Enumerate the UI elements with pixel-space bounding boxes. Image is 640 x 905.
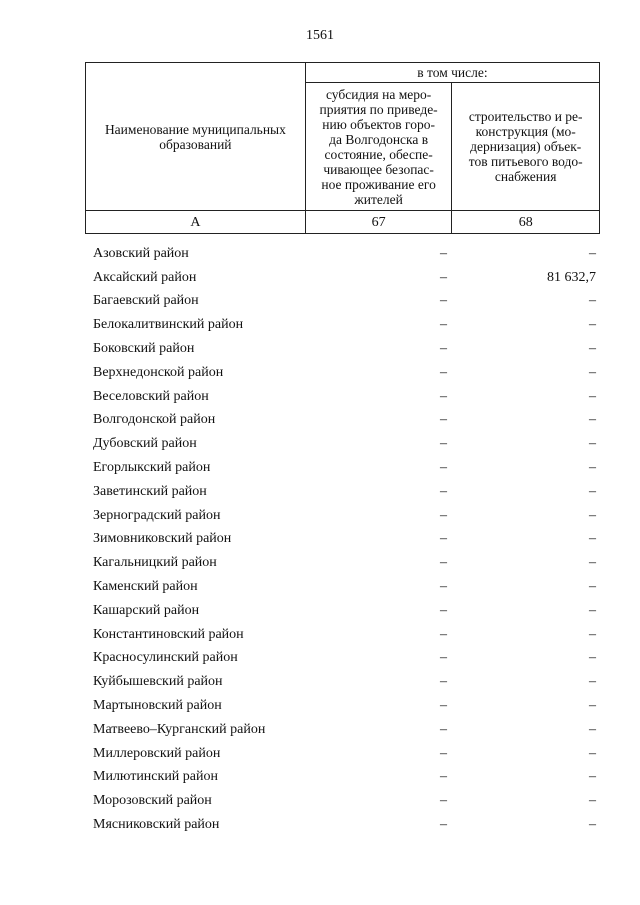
- header-col_a-line: чивающее безопас-: [323, 161, 434, 177]
- value-col-68-cell: –: [589, 364, 596, 380]
- district-name-cell: Каменский район: [93, 579, 198, 595]
- district-name-cell: Егорлыкский район: [93, 460, 211, 476]
- value-col-67-cell: –: [440, 364, 447, 380]
- table-row: [85, 623, 600, 647]
- value-col-68-cell: –: [589, 388, 596, 404]
- value-col-67-cell: –: [440, 745, 447, 761]
- district-name-cell: Морозовский район: [93, 793, 212, 809]
- district-name-cell: Дубовский район: [93, 436, 197, 452]
- value-col-68-cell: –: [589, 245, 596, 261]
- value-col-67-cell: –: [440, 483, 447, 499]
- value-col-68-cell: 81 632,7: [547, 269, 596, 285]
- header-col_b-line: снабжения: [494, 169, 557, 184]
- district-name-cell: Красносулинский район: [93, 650, 238, 666]
- value-col-68-cell: –: [589, 460, 596, 476]
- value-col-68-cell: –: [589, 483, 596, 499]
- value-col-67-cell: –: [440, 674, 447, 690]
- page-number: 1561: [306, 28, 334, 43]
- value-col-67-cell: –: [440, 245, 447, 261]
- table-row: [85, 504, 600, 528]
- table-row: [85, 575, 600, 599]
- header-code-a: 67: [305, 211, 452, 234]
- value-col-67-cell: –: [440, 412, 447, 428]
- header-col_a-line: приятия по приведе-: [319, 101, 438, 117]
- table-row: [85, 694, 600, 718]
- value-col-68-cell: –: [589, 507, 596, 523]
- value-col-67-cell: –: [440, 269, 447, 285]
- table-row: [85, 789, 600, 813]
- value-col-68-cell: –: [589, 579, 596, 595]
- value-col-67-cell: –: [440, 460, 447, 476]
- table-row: [85, 385, 600, 409]
- header-col_a-line: жителей: [354, 191, 403, 207]
- value-col-68-cell: –: [589, 412, 596, 428]
- value-col-67-cell: –: [440, 769, 447, 785]
- header-col_a-line: нию объектов горо-: [322, 116, 435, 132]
- district-name-cell: Заветинский район: [93, 483, 207, 499]
- value-col-68-cell: –: [589, 769, 596, 785]
- table-row: [85, 813, 600, 837]
- table-row: [85, 766, 600, 790]
- district-name-cell: Верхнедонской район: [93, 364, 224, 380]
- value-col-68-cell: –: [589, 436, 596, 452]
- district-name-cell: Мартыновский район: [93, 698, 222, 714]
- value-col-67-cell: –: [440, 388, 447, 404]
- district-name-cell: Аксайский район: [93, 269, 197, 285]
- value-col-67-cell: –: [440, 793, 447, 809]
- value-col-67-cell: –: [440, 436, 447, 452]
- header-code-b: 68: [452, 211, 600, 234]
- district-name-cell: Зимовниковский район: [93, 531, 232, 547]
- header-col_b-line: строительство и ре-: [468, 109, 583, 124]
- value-col-68-cell: –: [589, 317, 596, 333]
- district-name-cell: Волгодонской район: [93, 412, 216, 428]
- district-name-cell: Азовский район: [93, 245, 189, 261]
- table-row: [85, 551, 600, 575]
- table-row: [85, 337, 600, 361]
- table-body: [85, 242, 600, 837]
- header-col-b: [452, 83, 600, 211]
- table-row: [85, 266, 600, 290]
- value-col-68-cell: –: [589, 626, 596, 642]
- header-col_a-line: ное проживание его: [321, 176, 436, 192]
- header-col_b-line: дернизация) объек-: [470, 139, 582, 154]
- header-col_b-line: тов питьевого водо-: [468, 154, 583, 169]
- header-col_a-line: да Волгодонска в: [329, 131, 429, 147]
- table-row: [85, 647, 600, 671]
- table-row: [85, 242, 600, 266]
- table-row: [85, 528, 600, 552]
- table-row: [85, 742, 600, 766]
- value-col-68-cell: –: [589, 793, 596, 809]
- value-col-67-cell: –: [440, 817, 447, 833]
- value-col-67-cell: –: [440, 626, 447, 642]
- value-col-67-cell: –: [440, 721, 447, 737]
- district-name-cell: Куйбышевский район: [93, 674, 223, 690]
- table-row: [85, 456, 600, 480]
- district-name-cell: Матвеево–Курганский район: [93, 721, 266, 737]
- district-name-cell: Боковский район: [93, 341, 195, 357]
- value-col-67-cell: –: [440, 555, 447, 571]
- value-col-68-cell: –: [589, 293, 596, 309]
- table-row: [85, 290, 600, 314]
- value-col-68-cell: –: [589, 745, 596, 761]
- district-name-cell: Кашарский район: [93, 602, 200, 618]
- value-col-67-cell: –: [440, 341, 447, 357]
- table-row: [85, 718, 600, 742]
- header-col_a-line: состояние, обеспе-: [324, 146, 433, 162]
- value-col-67-cell: –: [440, 602, 447, 618]
- value-col-68-cell: –: [589, 555, 596, 571]
- table-row: [85, 670, 600, 694]
- value-col-68-cell: –: [589, 602, 596, 618]
- value-col-67-cell: –: [440, 650, 447, 666]
- table-row: [85, 432, 600, 456]
- header-name-text: Наименование муниципальных образований: [104, 121, 286, 152]
- table-row: [85, 361, 600, 385]
- value-col-68-cell: –: [589, 674, 596, 690]
- table-row: [85, 480, 600, 504]
- value-col-67-cell: –: [440, 293, 447, 309]
- value-col-67-cell: –: [440, 531, 447, 547]
- header-col_a-line: субсидия на меро-: [325, 86, 432, 102]
- value-col-68-cell: –: [589, 341, 596, 357]
- header-col_b-line: конструкция (мо-: [475, 124, 576, 139]
- table-row: [85, 599, 600, 623]
- table-header: [85, 62, 600, 234]
- value-col-67-cell: –: [440, 698, 447, 714]
- district-name-cell: Миллеровский район: [93, 745, 221, 761]
- header-code-name: А: [86, 211, 306, 234]
- value-col-67-cell: –: [440, 317, 447, 333]
- header-name-column: [86, 63, 306, 211]
- district-name-cell: Зерноградский район: [93, 507, 221, 523]
- district-name-cell: Мясниковский район: [93, 817, 220, 833]
- value-col-68-cell: –: [589, 650, 596, 666]
- value-col-67-cell: –: [440, 507, 447, 523]
- value-col-68-cell: –: [589, 721, 596, 737]
- district-name-cell: Милютинский район: [93, 769, 219, 785]
- district-name-cell: Константиновский район: [93, 626, 244, 642]
- header-col-a: [305, 83, 452, 211]
- value-col-68-cell: –: [589, 698, 596, 714]
- table-row: [85, 409, 600, 433]
- district-name-cell: Кагальницкий район: [93, 555, 217, 571]
- value-col-68-cell: –: [589, 817, 596, 833]
- district-name-cell: Веселовский район: [93, 388, 209, 404]
- value-col-67-cell: –: [440, 579, 447, 595]
- value-col-68-cell: –: [589, 531, 596, 547]
- header-group: в том числе:: [305, 63, 599, 83]
- district-name-cell: Багаевский район: [93, 293, 199, 309]
- district-name-cell: Белокалитвинский район: [93, 317, 244, 333]
- table-row: [85, 313, 600, 337]
